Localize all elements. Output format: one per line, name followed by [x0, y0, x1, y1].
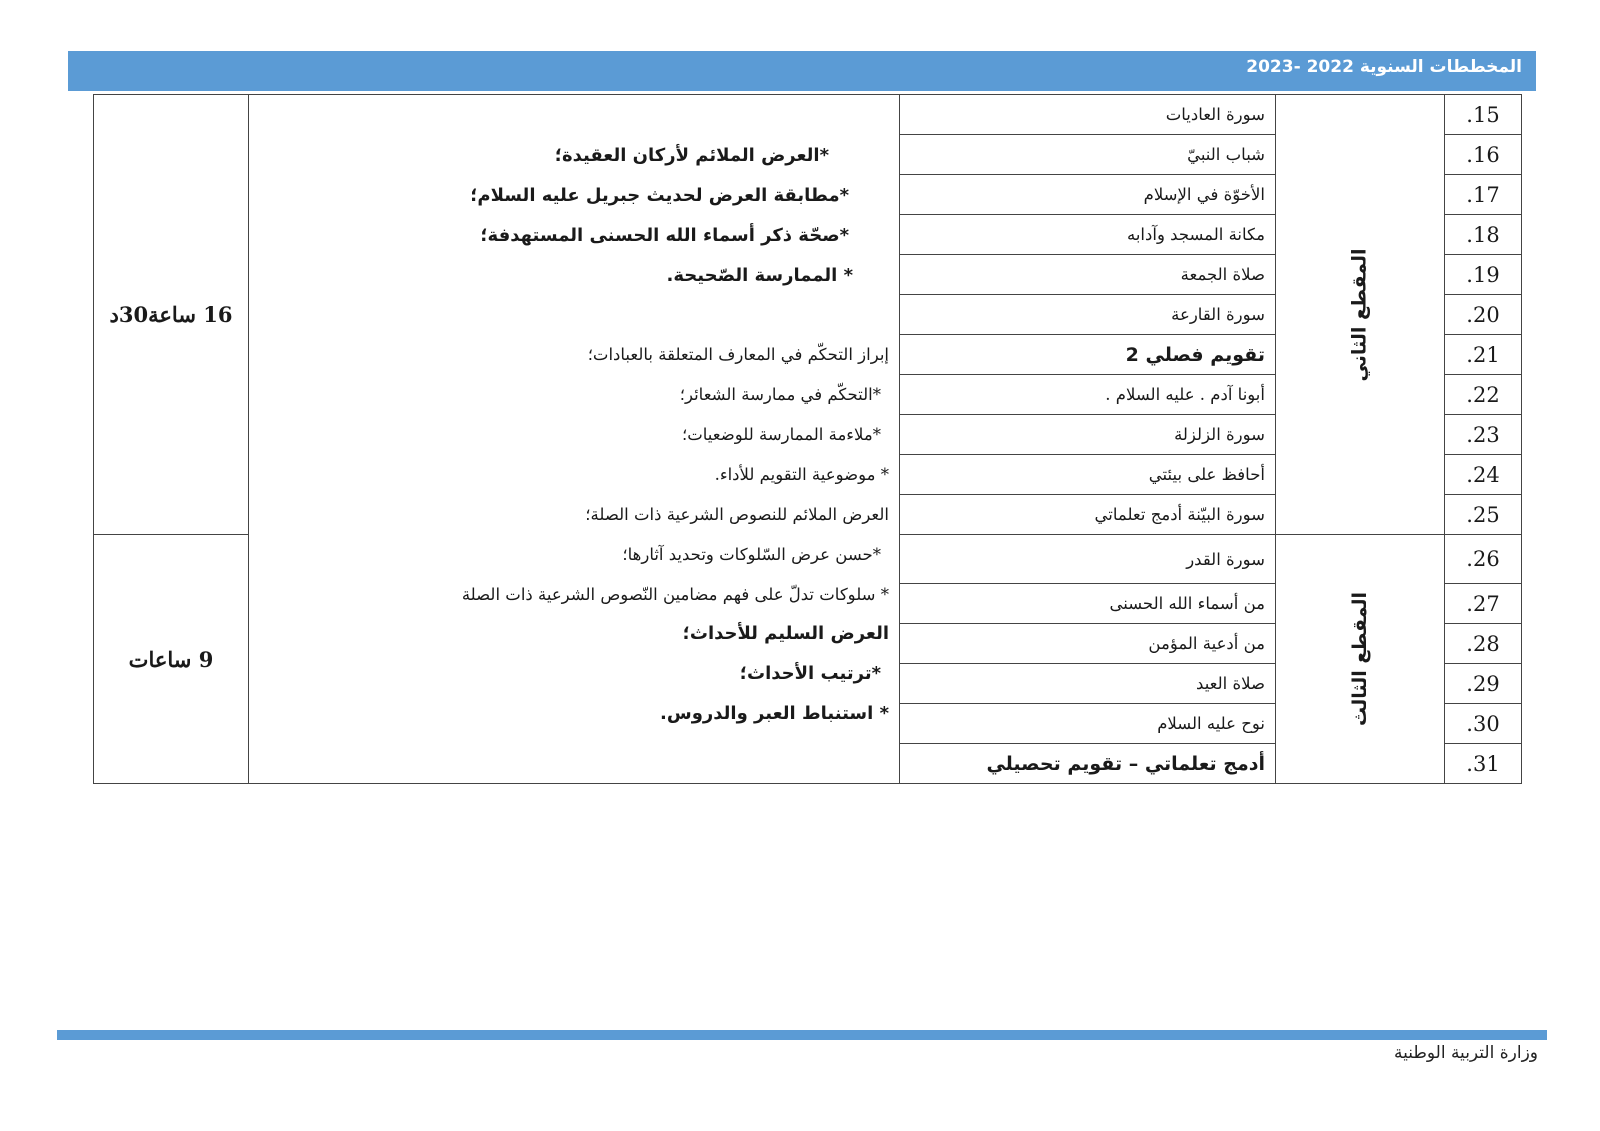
- criterion-line: *ترتيب الأحداث؛: [739, 663, 881, 684]
- lesson-number: .19: [1445, 255, 1522, 295]
- criterion-line: *التحكّم في ممارسة الشعائر؛: [679, 385, 881, 404]
- lesson-title: أدمج تعلماتي – تقويم تحصيلي: [900, 744, 1276, 784]
- criterion-line: *صحّة ذكر أسماء الله الحسنى المستهدفة؛: [480, 225, 849, 246]
- page-title: المخططات السنوية 2022 -2023: [1246, 57, 1522, 77]
- lesson-number: .28: [1445, 624, 1522, 664]
- lesson-title: نوح عليه السلام: [900, 704, 1276, 744]
- footer-bar: [57, 1030, 1547, 1040]
- lesson-title: سورة القدر: [900, 535, 1276, 584]
- lesson-number: .31: [1445, 744, 1522, 784]
- lesson-number: .26: [1445, 535, 1522, 584]
- lesson-title: صلاة العيد: [900, 664, 1276, 704]
- lesson-title: مكانة المسجد وآدابه: [900, 215, 1276, 255]
- duration-cell-third: 9 ساعات: [94, 535, 249, 784]
- lesson-title: شباب النبيّ: [900, 135, 1276, 175]
- lesson-number: .22: [1445, 375, 1522, 415]
- header-bar: [68, 51, 1536, 91]
- lesson-title: من أدعية المؤمن: [900, 624, 1276, 664]
- criterion-line: *حسن عرض السّلوكات وتحديد آثارها؛: [622, 545, 881, 564]
- criterion-line: *العرض الملائم لأركان العقيدة؛: [554, 145, 829, 166]
- lesson-number: .17: [1445, 175, 1522, 215]
- lesson-title: سورة القارعة: [900, 295, 1276, 335]
- segment-cell-third: [1276, 535, 1445, 784]
- annual-plan-table: [93, 94, 1522, 784]
- criteria-cell: [249, 95, 900, 784]
- criterion-line: العرض الملائم للنصوص الشرعية ذات الصلة؛: [585, 505, 889, 524]
- criterion-line: إبراز التحكّم في المعارف المتعلقة بالعبادات؛: [587, 345, 889, 364]
- lesson-number: .30: [1445, 704, 1522, 744]
- lesson-title: من أسماء الله الحسنى: [900, 584, 1276, 624]
- lesson-title: تقويم فصلي 2: [900, 335, 1276, 375]
- segment-label: المقطع الثاني: [1349, 247, 1371, 382]
- lesson-title: أحافظ على بيئتي: [900, 455, 1276, 495]
- lesson-number: .25: [1445, 495, 1522, 535]
- lesson-number: .16: [1445, 135, 1522, 175]
- criterion-line: *مطابقة العرض لحديث جبريل عليه السلام؛: [470, 185, 849, 206]
- criterion-line: العرض السليم للأحداث؛: [682, 623, 889, 644]
- lesson-title: سورة الزلزلة: [900, 415, 1276, 455]
- lesson-title: سورة البيّنة أدمج تعلماتي: [900, 495, 1276, 535]
- lesson-number: .20: [1445, 295, 1522, 335]
- lesson-number: .23: [1445, 415, 1522, 455]
- lesson-number: .24: [1445, 455, 1522, 495]
- lesson-number: .27: [1445, 584, 1522, 624]
- lesson-number: .15: [1445, 95, 1522, 135]
- lesson-title: صلاة الجمعة: [900, 255, 1276, 295]
- table-row: [94, 95, 1522, 135]
- lesson-number: .21: [1445, 335, 1522, 375]
- lesson-number: .29: [1445, 664, 1522, 704]
- footer-ministry: وزارة التربية الوطنية: [1393, 1043, 1538, 1063]
- lesson-number: .18: [1445, 215, 1522, 255]
- segment-cell-second: [1276, 95, 1445, 535]
- segment-label: المقطع الثالث: [1348, 592, 1371, 726]
- criterion-line: * سلوكات تدلّ على فهم مضامين النّصوص الشرعية ذات الصلة: [461, 585, 889, 604]
- criterion-line: * موضوعية التقويم للأداء.: [714, 465, 889, 484]
- lesson-title: الأخوّة في الإسلام: [900, 175, 1276, 215]
- duration-cell-second: 16 ساعة30د: [94, 95, 249, 535]
- criterion-line: * استنباط العبر والدروس.: [660, 703, 889, 724]
- lesson-title: أبونا آدم . عليه السلام .: [900, 375, 1276, 415]
- criterion-line: *ملاءمة الممارسة للوضعيات؛: [682, 425, 881, 444]
- criterion-line: * الممارسة الصّحيحة.: [666, 265, 853, 286]
- lesson-title: سورة العاديات: [900, 95, 1276, 135]
